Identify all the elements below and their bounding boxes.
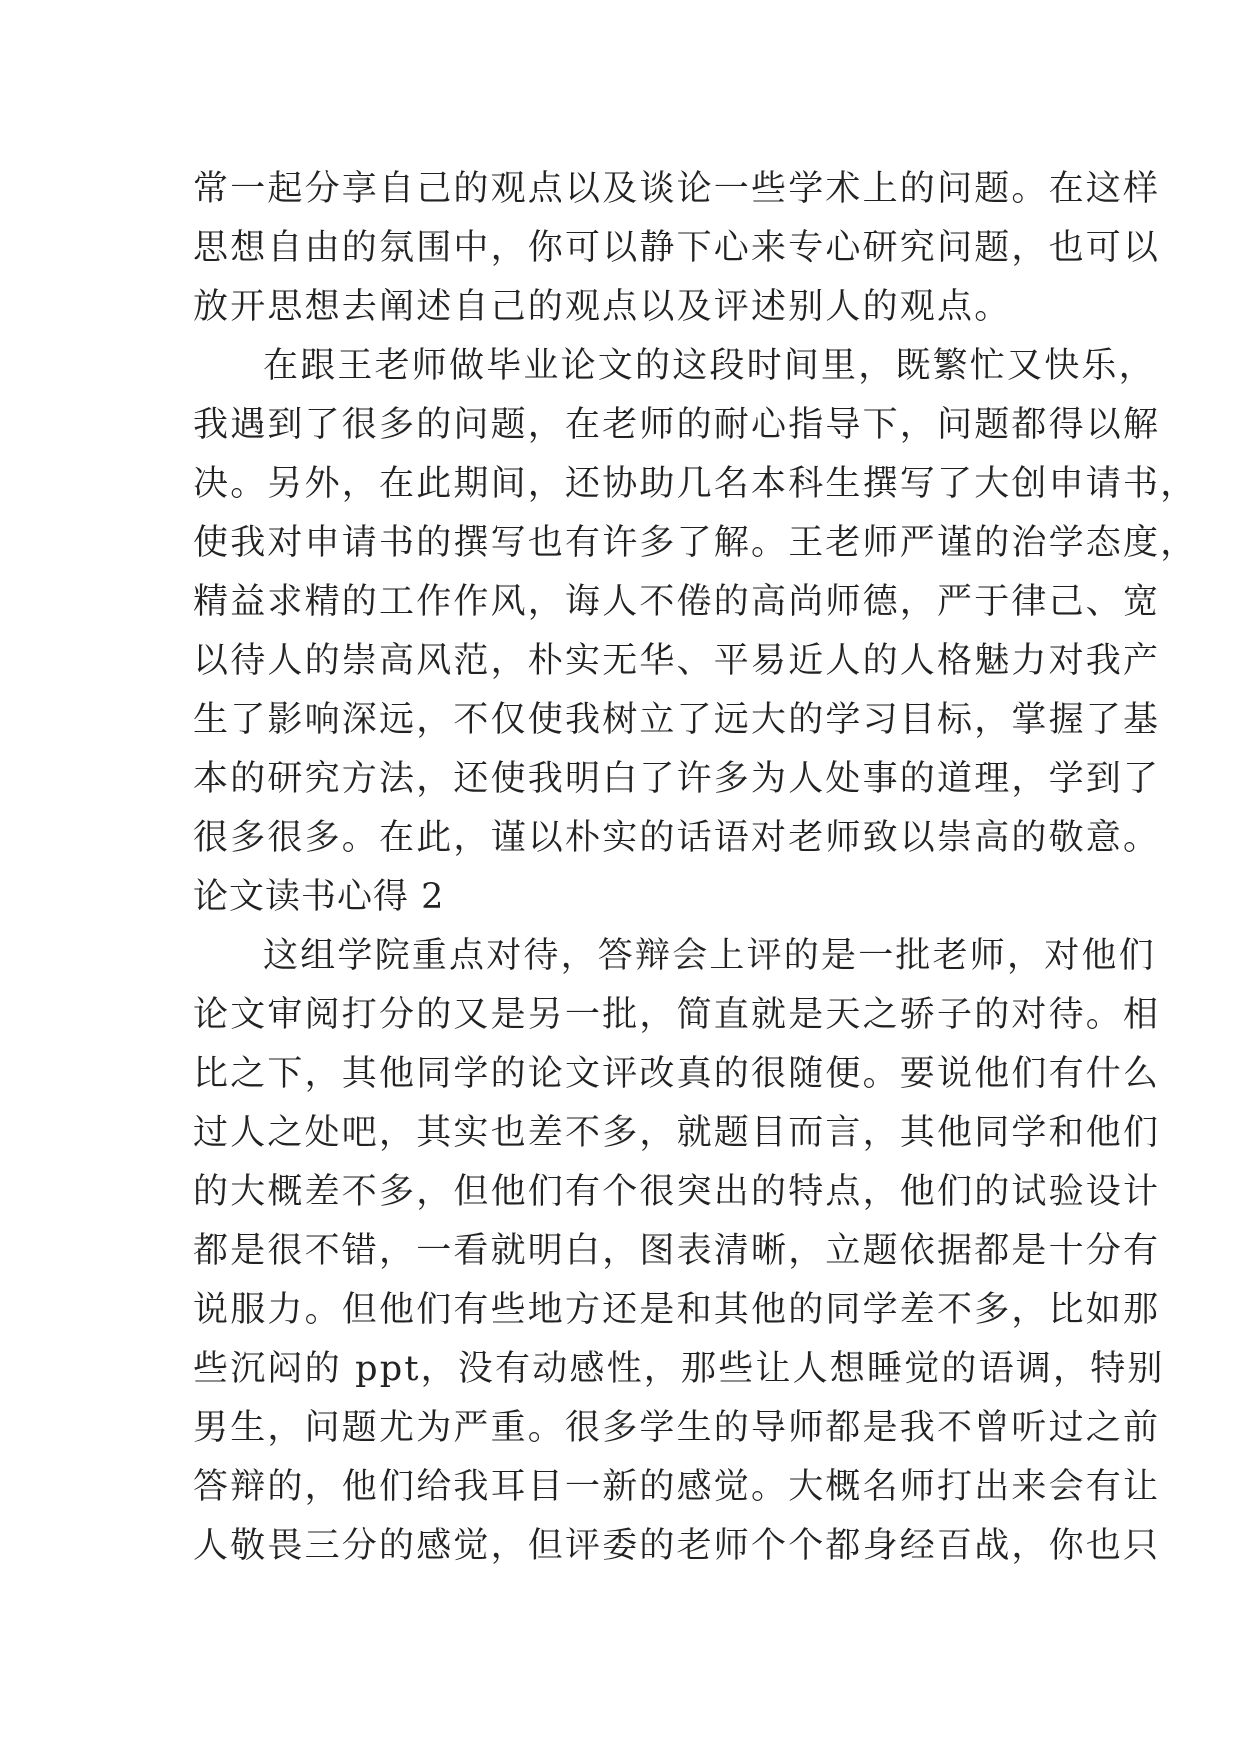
paragraph-3-line: 过人之处吧，其实也差不多，就题目而言，其他同学和他们 [193,1113,1161,1153]
paragraph-2-line: 很多很多。在此，谨以朴实的话语对老师致以崇高的敬意。 [193,818,1161,858]
paragraph-2-line: 在跟王老师做毕业论文的这段时间里，既繁忙又快乐， [263,346,1156,386]
paragraph-3-line: 的大概差不多，但他们有个很突出的特点，他们的试验设计 [193,1172,1161,1212]
paragraph-3-line: 论文审阅打分的又是另一批，简直就是天之骄子的对待。相 [193,995,1161,1035]
paragraph-3-line: 说服力。但他们有些地方还是和其他的同学差不多，比如那 [193,1290,1161,1330]
paragraph-2-line: 使我对申请书的撰写也有许多了解。王老师严谨的治学态度， [193,523,1198,563]
paragraph-1-line: 放开思想去阐述自己的观点以及评述别人的观点。 [193,287,1012,327]
paragraph-1-line: 思想自由的氛围中，你可以静下心来专心研究问题，也可以 [193,228,1161,268]
paragraph-3-line: 些沉闷的 ppt，没有动感性，那些让人想睡觉的语调，特别 [193,1349,1165,1389]
paragraph-2-line: 本的研究方法，还使我明白了许多为人处事的道理，学到了 [193,759,1161,799]
paragraph-3-line: 比之下，其他同学的论文评改真的很随便。要说他们有什么 [193,1054,1161,1094]
paragraph-2-line: 我遇到了很多的问题，在老师的耐心指导下，问题都得以解 [193,405,1161,445]
paragraph-3-line: 答辩的，他们给我耳目一新的感觉。大概名师打出来会有让 [193,1467,1161,1507]
paragraph-3-line: 人敬畏三分的感觉，但评委的老师个个都身经百战，你也只 [193,1526,1161,1566]
paragraph-3-line: 都是很不错，一看就明白，图表清晰，立题依据都是十分有 [193,1231,1161,1271]
paragraph-2-line: 精益求精的工作作风，诲人不倦的高尚师德，严于律己、宽 [193,582,1161,622]
paragraph-2-line: 以待人的崇高风范，朴实无华、平易近人的人格魅力对我产 [193,641,1161,681]
section-heading: 论文读书心得 2 [193,877,445,917]
paragraph-2-line: 决。另外，在此期间，还协助几名本科生撰写了大创申请书， [193,464,1198,504]
document-body [193,160,1198,1576]
paragraph-1-line: 常一起分享自己的观点以及谈论一些学术上的问题。在这样 [193,169,1161,209]
paragraph-3-line: 这组学院重点对待，答辩会上评的是一批老师，对他们 [263,936,1156,976]
paragraph-3-line: 男生，问题尤为严重。很多学生的导师都是我不曾听过之前 [193,1408,1161,1448]
paragraph-2-line: 生了影响深远，不仅使我树立了远大的学习目标，掌握了基 [193,700,1161,740]
